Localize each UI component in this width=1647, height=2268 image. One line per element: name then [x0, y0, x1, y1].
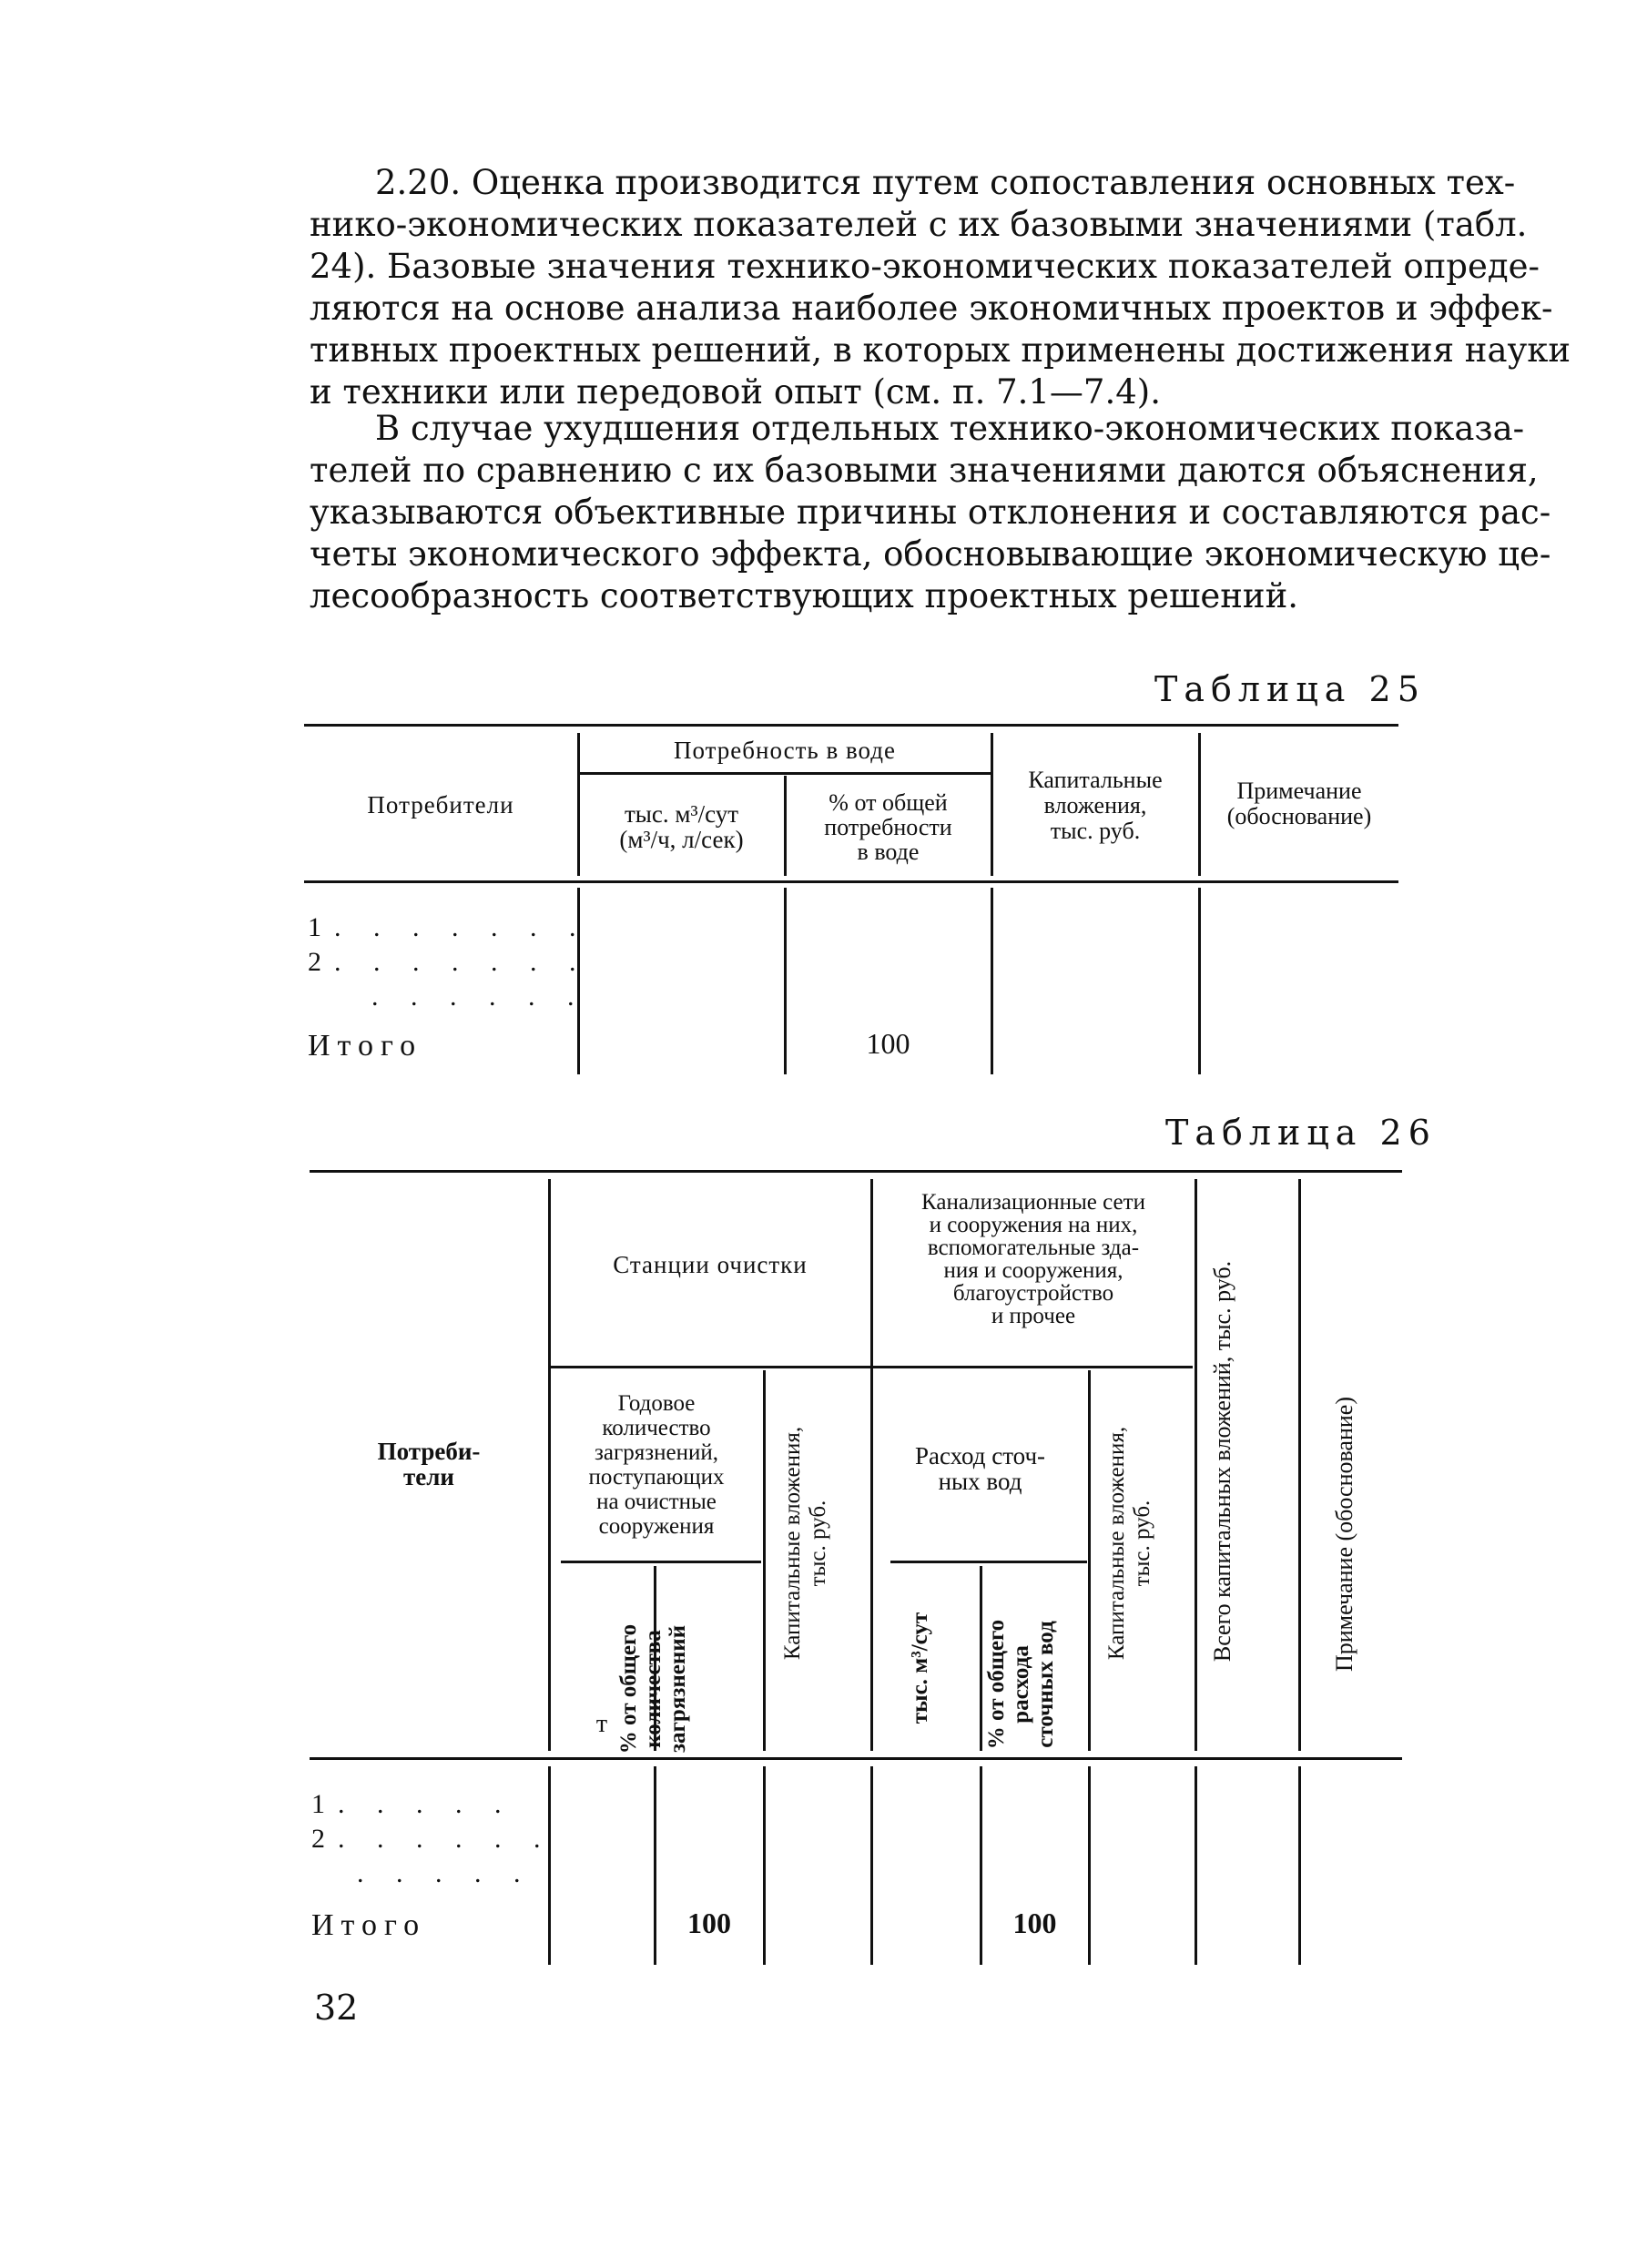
table26-col-divider: [1298, 1766, 1301, 1965]
table25-header-volume: [579, 801, 784, 852]
table26-total-label: Итого: [311, 1908, 427, 1942]
table25-header-percent: [786, 790, 991, 864]
table25-subheader-rule: [579, 772, 991, 775]
table26-col-divider: [1088, 1370, 1091, 1751]
header-line: потребности: [824, 814, 952, 840]
header-line: загрязнений,: [595, 1440, 718, 1465]
table25-row-2: 2. . . . . . .: [308, 947, 589, 977]
table26-col-divider: [1195, 1766, 1197, 1965]
table25-total-label: Итого: [308, 1029, 423, 1063]
table25-header-water-need: Потребность в воде: [674, 737, 896, 764]
header-line: ных вод: [938, 1468, 1022, 1495]
text-line: указываются объективные причины отклонения и составляются рас-: [310, 493, 1551, 532]
table26-top-rule: [310, 1170, 1402, 1173]
header-line: ния и сооружения,: [943, 1258, 1123, 1283]
table26-header-pollution: [550, 1391, 763, 1539]
table26-total-pct-pollution: 100: [687, 1907, 731, 1939]
table26-sub-rule: [890, 1561, 1087, 1563]
text-line: В случае ухудшения отдельных технико-экономических показа-: [375, 409, 1525, 448]
text-line: 24). Базовые значения технико-экономических показателей опреде-: [310, 247, 1540, 286]
text-line: 2.20. Оценка производится путем сопоставления основных тех-: [375, 163, 1516, 202]
text-line: лесообразность соответствующих проектных решений.: [310, 576, 1299, 615]
header-line: (м³/ч, л/сек): [619, 826, 744, 853]
header-line: количества: [641, 1630, 666, 1748]
text-line: и техники или передовой опыт (см. п. 7.1—7.4).: [310, 372, 1161, 412]
table26-header-flow-units: тыс. м³/сут: [908, 1612, 932, 1724]
table26-row-1: 1. . . . .: [311, 1789, 514, 1819]
header-line: благоустройство: [952, 1281, 1114, 1306]
table26-header-stations: Станции очистки: [613, 1251, 808, 1278]
header-line: Примечание: [1236, 778, 1362, 804]
header-line: сточных вод: [1033, 1621, 1058, 1748]
text-line: нико-экономических показателей с их базовыми значениями (табл.: [310, 205, 1528, 244]
table26-header-pct-pollution: [616, 1598, 717, 1780]
table26-header-capital-1: [780, 1398, 853, 1689]
header-line: загрязнений: [666, 1624, 690, 1754]
table26-header-rule: [310, 1757, 1402, 1760]
text-line: ляются на основе анализа наиболее экономичных проектов и эффек-: [310, 289, 1553, 328]
header-line: Расход сточ-: [914, 1442, 1046, 1470]
paragraph-deterioration: [310, 408, 1551, 617]
header-line: вложения,: [1043, 792, 1147, 819]
header-line: на очистные: [596, 1490, 717, 1514]
text-line: тивных проектных решений, в которых применены достижения науки: [310, 331, 1571, 370]
table26-header-flow: [872, 1443, 1088, 1494]
table25-top-rule: [304, 724, 1398, 727]
table26-row-2: 2. . . . . .: [311, 1824, 554, 1854]
table25-header-note: [1200, 778, 1398, 829]
text-line: четы экономического эффекта, обосновывающие экономическую це-: [310, 534, 1551, 574]
table25-header-rule: [304, 880, 1398, 883]
table25-total-percent: 100: [866, 1027, 910, 1060]
header-line: % от общего: [616, 1623, 641, 1754]
table26-header-sewer: [872, 1191, 1195, 1327]
table26-col-divider: [1298, 1179, 1301, 1751]
table25-header-consumers: Потребители: [367, 791, 514, 819]
table26-header-total-capital: Всего капитальных вложений, тыс. руб.: [1209, 1260, 1235, 1663]
header-line: тыс. руб.: [806, 1500, 830, 1587]
table26-header-note: Примечание (обоснование): [1331, 1397, 1357, 1673]
header-line: Потреби-: [377, 1438, 481, 1465]
header-line: Годовое: [617, 1391, 696, 1416]
text-line: телей по сравнению с их базовыми значениями даются объяснения,: [310, 451, 1539, 490]
page-number: 32: [314, 1988, 359, 2028]
header-line: и прочее: [991, 1304, 1076, 1328]
table25-header-capital: [992, 768, 1198, 844]
table26-header-tons: т: [595, 1710, 608, 1738]
table25-row-3: . . . . . .: [371, 981, 587, 1012]
header-line: и сооружения на них,: [929, 1213, 1138, 1237]
table26-sub-rule: [561, 1561, 761, 1563]
header-line: поступающих: [588, 1465, 725, 1490]
table26-col-divider: [980, 1566, 982, 1751]
header-line: Капитальные вложения,: [780, 1426, 805, 1661]
table26-header-consumers: [310, 1439, 548, 1490]
header-line: тыс. руб.: [1130, 1500, 1154, 1587]
header-line: вспомогательные зда-: [927, 1236, 1140, 1260]
table26-header-pct-flow: [984, 1593, 1084, 1775]
table26-caption: Таблица 26: [1165, 1113, 1437, 1153]
table26-col-divider: [763, 1766, 766, 1965]
header-line: тыс. м³/сут: [624, 800, 739, 828]
table26-col-divider: [763, 1370, 766, 1751]
table25-caption: Таблица 25: [1154, 669, 1426, 709]
header-line: тели: [403, 1463, 454, 1490]
table25-col-divider: [1198, 888, 1201, 1074]
header-line: расхода: [1009, 1645, 1033, 1724]
header-line: сооружения: [598, 1514, 715, 1539]
paragraph-2-20: [310, 162, 1571, 413]
header-line: Капитальные: [1028, 767, 1163, 793]
table25-row-1: 1. . . . . . .: [308, 912, 589, 942]
table26-col-divider: [1088, 1766, 1091, 1965]
header-line: в воде: [857, 839, 920, 865]
table26-total-pct-flow: 100: [1012, 1907, 1057, 1939]
header-line: тыс. руб.: [1050, 818, 1141, 844]
table26-header-capital-2: [1104, 1398, 1177, 1689]
header-line: Капитальные вложения,: [1104, 1426, 1129, 1661]
table25-col-divider: [991, 888, 993, 1074]
header-line: % от общего: [984, 1619, 1009, 1750]
header-line: Канализационные сети: [921, 1190, 1145, 1215]
table26-col-divider: [1195, 1179, 1197, 1751]
header-line: (обоснование): [1226, 803, 1372, 829]
header-line: количество: [602, 1416, 711, 1440]
table26-col-divider: [548, 1766, 551, 1965]
table26-col-divider: [870, 1766, 873, 1965]
header-line: % от общей: [829, 789, 948, 816]
table26-row-3: . . . . .: [357, 1858, 534, 1888]
